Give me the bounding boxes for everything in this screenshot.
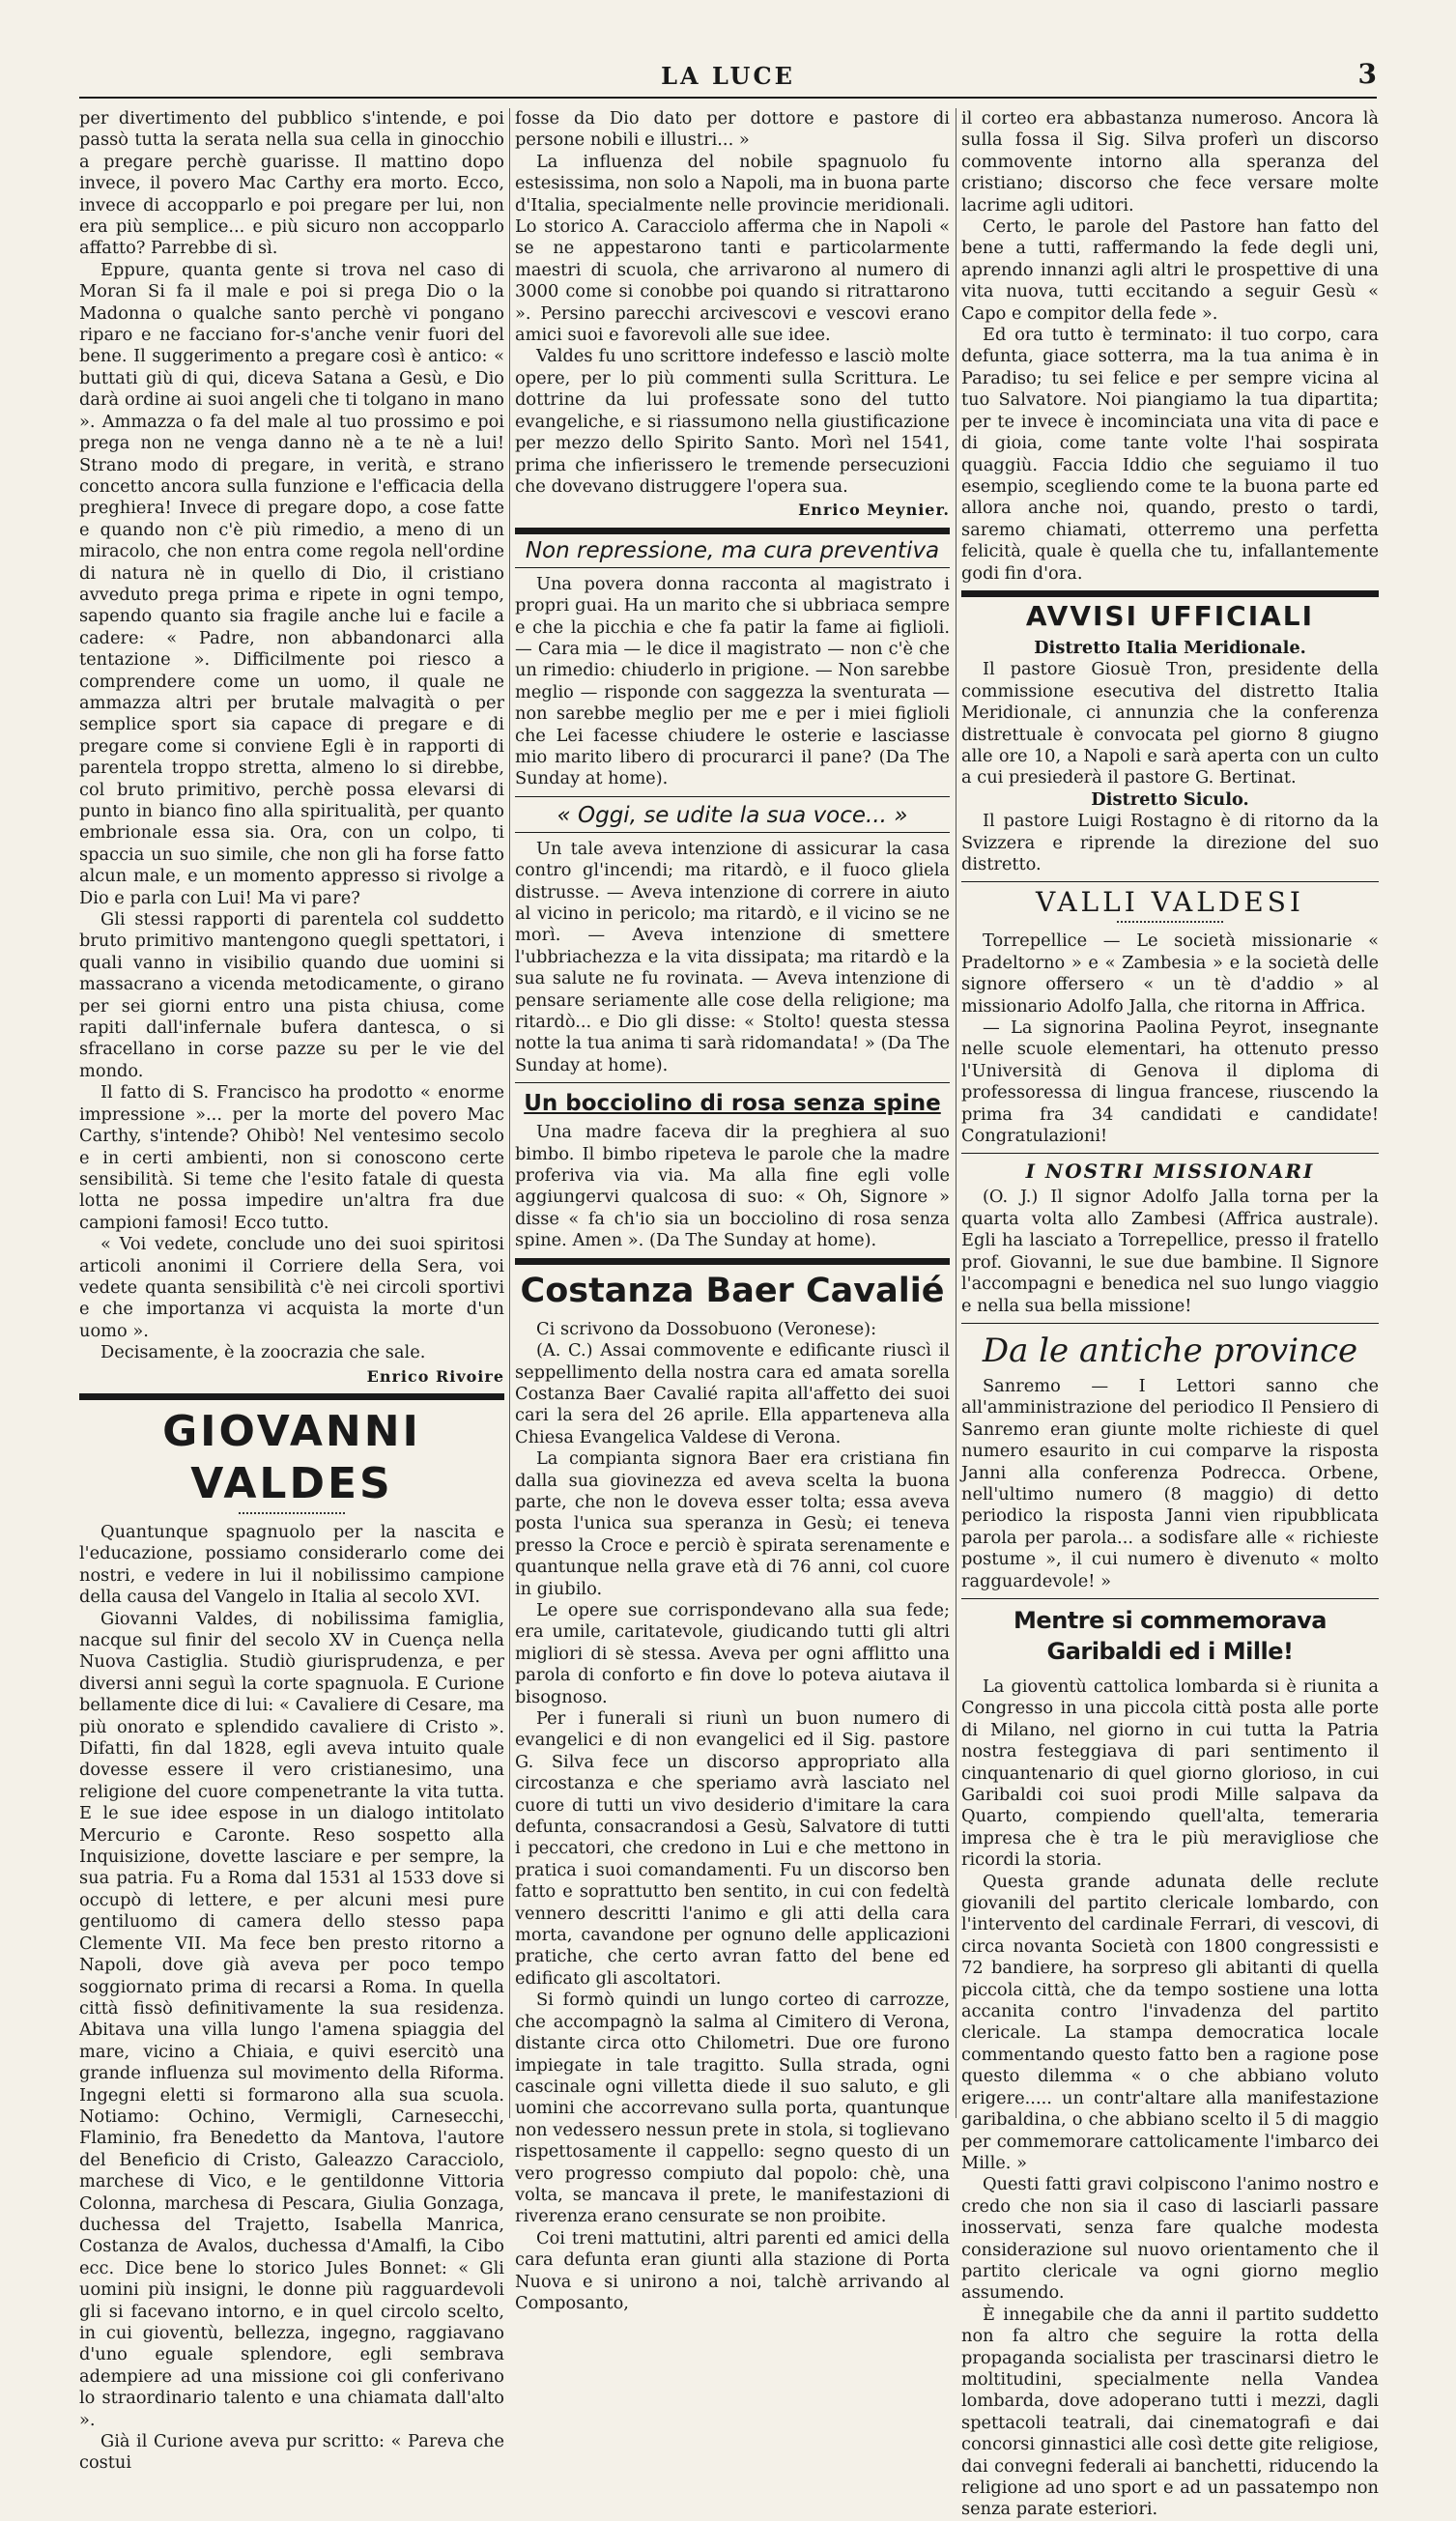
column-2 <box>515 108 950 2313</box>
heading-oggi-se-udite: « Oggi, se udite la sua voce... » <box>557 802 908 828</box>
section-rule <box>515 1258 950 1265</box>
article-paragraph: (O. J.) Il signor Adolfo Jalla torna per la quarta volta allo Zambesi (Affrica australe). Egli ha lasciato a Torrepellice, presso il fratello prof. Giovanni, le sue due bambine. Il Signore l'accompagni e benedica nel suo lungo viaggio e nella sua bella missione! <box>961 1187 1379 1316</box>
article-paragraph: Il pastore Giosuè Tron, presidente della commissione esecutiva del distretto Italia Meridionale, ci annunzia che la conferenza distrettuale è convocata pel giorno 8 giugno alle ore 10, a Napoli e sarà aperta con un culto a cui presiederà il pastore G. Bertinat. <box>961 659 1379 788</box>
article-paragraph: « Voi vedete, conclude uno dei suoi spiritosi articoli anonimi il Corriere della Sera, voi vedete quanta sensibilità c'è nei circoli sportivi e che importanza vi acquista la morte d'un uomo ». <box>79 1234 504 1341</box>
heading-costanza-baer: Costanza Baer Cavalié <box>520 1271 945 1310</box>
article-paragraph: Torrepellice — Le società missionarie « Pradeltorno » e « Zambesia » e la società delle signore offersero « un tè d'addio » al missionario Adolfo Jalla, che ritorna in Affrica. <box>961 931 1379 1017</box>
article-paragraph: Si formò quindi un lungo corteo di carrozze, che accompagnò la salma al Cimitero di Verona, distante circa otto Chilometri. Due ore furono impiegate in tale tragitto. Sulla strada, ogni cascinale ogni villetta diede il suo saluto, e gli uomini che accorrevano sulla porta, quantunque non vedessero nessun prete in stola, si toglievano rispettosamente il cappello: segno questo di un vero progresso compiuto dal popolo: chè, una volta, se mancava il prete, le manifestazioni di riverenza erano censurate se non proibite. <box>515 1990 950 2227</box>
article-paragraph: Sanremo — I Lettori sanno che all'amministrazione del periodico Il Pensiero di Sanremo eran giunte molte richieste di quel numero esaurito in cui comparve la risposta Janni alla conferenza Podrecca. Orbene, nell'ultimo numero (8 maggio) di detto periodico la risposta Janni vien ripubblicata parola per parola... a sodisfare alle « richieste postume », il cui numero è divenuto « molto ragguardevole! » <box>961 1375 1379 1591</box>
section-rule <box>515 832 950 833</box>
section-rule <box>515 796 950 797</box>
heading-avvisi-ufficiali: AVVISI UFFICIALI <box>1025 599 1315 632</box>
ornament-rule <box>1117 921 1223 923</box>
article-paragraph: La compianta signora Baer era cristiana fin dalla sua giovinezza ed aveva scelta la buona parte, che non le doveva esser tolta; essa aveva posta l'unica sua speranza in Gesù; ei teneva presso la Croce e perciò è spirata serenamente e quantunque nella grave età di 76 anni, col cuore in giubilo. <box>515 1448 950 1599</box>
article-paragraph: Giovanni Valdes, di nobilissima famiglia, nacque sul finir del secolo XV in Cuença nella Nuova Castiglia. Studiò giurisprudenza, e per diversi anni seguì la corte spagnuola. E Curione bellamente dice di lui: « Cavaliere di Cesare, ma più onorato e splendido cavaliere di Cristo ». Difatti, fin dal 1828, egli aveva intuito quale dovesse essere il vero cristianesimo, una religione del cuore compenetrante la vita tutta. E le sue idee espose in un dialogo intitolato Mercurio e Caronte. Reso sospetto alla Inquisizione, dovette lasciare e per sempre, la sua patria. Fu a Roma dal 1531 al 1533 dove si occupò di lettere, e per alcuni mesi pure gentiluomo di camera dello stesso papa Clemente VII. Ma fece ben presto ritorno a Napoli, dove già aveva per poco tempo soggiornato prima di recarsi a Roma. In quella città fissò definitivamente la sua residenza. Abitava una villa lungo l'amena spiaggia del mare, vicino a Chiaia, e quivi esercitò una grande influenza sul movimento della Riforma. Ingegni eletti si formarono alla sua scuola. Notiamo: Ochino, Vermigli, Carnesecchi, Flaminio, fra Benedetto da Mantova, l'autore del Beneficio di Cristo, Galeazzo Caracciolo, marchese di Vico, e le gentildonne Vittoria Colonna, marchesa di Pescara, Giulia Gonzaga, duchessa del Trajetto, Isabella Manrica, Costanza de Avalos, duchessa d'Amalfi, la Cibo ecc. Dice bene lo storico Jules Bonnet: « Gli uomini più insigni, le donne più ragguardevoli gli si facevano intorno, e in quel circolo scelto, in cui gioventù, bellezza, ingegno, raggiavano d'uno eguale splendore, egli sembrava adempiere ad una missione coi gli conferivano lo straordinario talento e una chiamata dall'alto ». <box>79 1608 504 2430</box>
heading-giovanni-valdes: GIOVANNI VALDES <box>162 1406 421 1508</box>
subheading-distretto-meridionale: Distretto Italia Meridionale. <box>1034 637 1306 658</box>
article-paragraph: Le opere sue corrispondevano alla sua fede; era umile, caritatevole, giudicando tutti gli altri migliori di sè stessa. Aveva per ogni afflitto una parola di conforto e fin dove lo poteva aiutava il bisognoso. <box>515 1599 950 1707</box>
article-paragraph: La influenza del nobile spagnuolo fu estesissima, non solo a Napoli, ma in buona parte d'Italia, specialmente nelle provincie meridionali. Lo storico A. Caracciolo afferma che in Napoli « se ne appestarono tanti e particolarmente maestri di scuola, che arrivarono al numero di 3000 come si conobbe poi quando si ritrattarono ». Persino parecchi arcivescovi e vescovi erano amici suoi e favorevoli alle sue idee. <box>515 151 950 346</box>
section-rule <box>961 881 1379 882</box>
article-paragraph: Questa grande adunata delle reclute giovanili del partito clericale lombardo, con l'intervento del cardinale Ferrari, di vescovi, di circa novanta Società con 1800 congressisti e 72 bandiere, ha sorpreso gli abitanti di quella piccola città, che da tempo sostiene una lotta accanita contro l'invadenza del partito clericale. La stampa democratica locale commentando questo fatto ben a ragione pose questo dilemma « o che abbiano voluto erigere..... un contr'altare alla manifestazione garibaldina, o che abbiano scelto il 5 di maggio per commemorare cattolicamente l'imbarco dei Mille. » <box>961 1871 1379 2173</box>
section-rule <box>79 1393 504 1400</box>
masthead <box>79 58 1377 99</box>
article-paragraph: Questi fatti gravi colpiscono l'animo nostro e credo che non sia il caso di lasciarli passare inosservati, senza fare qualche modesta considerazione sul nuovo orientamento che il partito clericale va ogni giorno meglio assumendo. <box>961 2174 1379 2304</box>
article-paragraph: Quantunque spagnuolo per la nascita e l'educazione, possiamo considerarlo come dei nostri, e vedere in lui il nobilissimo campione della causa del Vangelo in Italia al secolo XVI. <box>79 1521 504 1608</box>
author-signature: Enrico Rivoire <box>366 1366 504 1386</box>
article-paragraph: È innegabile che da anni il partito suddetto non fa altro che seguire la rotta della propaganda socialista per trascinarsi dietro le moltitudini, specialmente nella Vandea lombarda, dove adoperano tutti i mezzi, dagli spettacoli teatrali, dai cinematografi e dai concorsi ginnastici alle così dette gite religiose, dai convegni federali ai banchetti, riducendo la religione ad uno sport e ad un passatempo non senza parate esteriori. <box>961 2304 1379 2520</box>
article-paragraph: Una madre faceva dir la preghiera al suo bimbo. Il bimbo ripeteva le parole che la madre proferiva via via. Ma alla fine egli volle aggiungervi qualcosa di suo: « Oh, Signore » disse « fa ch'io sia un bocciolino di rosa senza spine. Amen ». (Da The Sunday at home). <box>515 1122 950 1251</box>
author-signature: Enrico Meynier. <box>798 501 950 520</box>
section-rule <box>515 1082 950 1083</box>
section-rule <box>961 1323 1379 1324</box>
article-paragraph: Eppure, quanta gente si trova nel caso di Moran Si fa il male e poi si prega Dio o la Madonna o qualche santo perchè vi pongano riparo e ne facciano for-s'anche venir fuori del bene. Il suggerimento a pregare così è antico: « buttati giù di qui, diceva Satana a Gesù, e Dio darà ordine ai suoi angeli che ti tolgano in mano ». Ammazza o fa del male al tuo prossimo e poi prega non ne venga danno nè a te nè a lui! Strano modo di pregare, in verità, e strano concetto ancora sulla funzione e l'efficacia della preghiera! Invece di pregare dopo, a cose fatte e quando non c'è più rimedio, a meno di un miracolo, che non entra come regola nell'ordine di natura nè in quello di Dio, il cristiano avveduto prega prima e ripete in ogni tempo, sapendo quanto sia fragile anche lui e facile a cadere: « Padre, non abbandonarci alla tentazione ». Difficilmente poi riesco a comprendere come un uomo, il quale ne ammazza altri per brutale malvagità o per semplice sport sia capace di pregare e di pregare come si conviene Egli è in rapporti di parentela troppo stretta, almeno lo si direbbe, col bruto primitivo, perchè possa elevarsi di punto in bianco fino alla spiritualità, per quanto embrionale essa sia. Ora, con un colpo, ti spaccia un suo simile, che non gli ha forse fatto alcun male, e un momento appresso si rivolge a Dio e parla con Lui! Ma vi pare? <box>79 259 504 908</box>
column-rule-1 <box>509 108 510 2118</box>
article-paragraph: (A. C.) Assai commovente e edificante riuscì il seppellimento della nostra cara ed amata sorella Costanza Baer Cavalié rapita all'affetto dei suoi cari la sera del 26 aprile. Ella apparteneva alla Chiesa Evangelica Valdese di Verona. <box>515 1340 950 1447</box>
heading-antiche-province: Da le antiche province <box>982 1331 1358 1370</box>
article-paragraph: Ed ora tutto è terminato: il tuo corpo, cara defunta, giace sotterra, ma la tua anima è in Paradiso; tu sei felice e per sempre vicina al tuo Salvatore. Noi piangiamo la tua dipartita; per te invece è incominciata una vita di pace e di gioia, come tante volte l'hai sospirata quaggiù. Faccia Iddio che seguiamo il tuo esempio, scegliendo come te la buona parte ed allora anche noi, quando, presto o tardi, saremo chiamati, otterremo una perfetta felicità, quale è quella che tu, infallantemente godi fin d'ora. <box>961 325 1379 584</box>
article-paragraph: Il fatto di S. Francisco ha prodotto « enorme impressione »... per la morte del povero Mac Carthy, s'intende? Ohibò! Nel ventesimo secolo e in certi ambienti, non si conoscono certe sensibilità. Si teme che l'esito fatale di questa lotta ne possa impedire un'altra fra due campioni famosi! Ecco tutto. <box>79 1082 504 1233</box>
ornament-rule <box>239 1512 345 1514</box>
heading-nostri-missionari: I NOSTRI MISSIONARI <box>1025 1160 1315 1184</box>
article-paragraph: Certo, le parole del Pastore han fatto del bene a tutti, raffermando la fede degli uni, aprendo innanzi agli altri le prospettive di una vita nuova, tutti eccitando a seguir Gesù « Capo e compitor della fede ». <box>961 216 1379 324</box>
subheading-distretto-siculo: Distretto Siculo. <box>1091 788 1249 810</box>
article-paragraph: La gioventù cattolica lombarda si è riunita a Congresso in una piccola città posta alle porte di Milano, nel giorno in cui tutta la Patria nostra festeggiava di pari sentimento il cinquantenario di quel giorno glorioso, in cui Garibaldi coi suoi prodi Mille salpava da Quarto, compiendo quell'alta, temeraria impresa che è tra le più meravigliose che ricordi la storia. <box>961 1676 1379 1871</box>
column-3 <box>961 108 1379 2520</box>
heading-valli-valdesi: VALLI VALDESI <box>1036 886 1304 919</box>
section-rule <box>515 528 950 534</box>
article-paragraph: Per i funerali si riunì un buon numero di evangelici e di non evangelici ed il Sig. pastore G. Silva fece un discorso appropriato alla circostanza e che speriamo avrà lasciato nel cuore di tutti un vivo desiderio d'imitare la cara defunta, consacrandosi a Gesù, Salvatore di tutti i peccatori, che credono in Lui e che mettono in pratica i suoi comandamenti. Fu un discorso ben fatto e soprattutto ben sentito, in cui con fedeltà vennero descritti l'animo e gli atti della cara morta, cavandone per ognuno delle applicazioni pratiche, che certo avran fatto del bene ed edificato gli ascoltatori. <box>515 1708 950 1989</box>
article-paragraph: Già il Curione aveva pur scritto: « Pareva che costui <box>79 2431 504 2474</box>
article-paragraph: fosse da Dio dato per dottore e pastore di persone nobili e illustri... » <box>515 108 950 151</box>
column-1 <box>79 108 504 2474</box>
article-paragraph: — La signorina Paolina Peyrot, insegnante nelle scuole elementari, ha ottenuto presso l'Università di Genova il diploma di professoressa di lingua francese, riuscendo la prima fra 34 candidati e candidate! Congratulazioni! <box>961 1017 1379 1147</box>
article-paragraph: Decisamente, è la zoocrazia che sale. <box>100 1342 426 1363</box>
section-rule <box>961 590 1379 597</box>
article-paragraph: Valdes fu uno scrittore indefesso e lasciò molte opere, per lo più commenti sulla Scrittura. Le dottrine da lui professate sono del tutto evangeliche, e si riassumono nella giustificazione per mezzo dello Spirito Santo. Morì nel 1541, prima che infierissero le tremende persecuzioni che dovevano distruggere l'opera sua. <box>515 346 950 497</box>
article-paragraph: il corteo era abbastanza numeroso. Ancora là sulla fossa il Sig. Silva proferì un discorso commovente intorno alla speranza del cristiano; discorso che fece versare molte lacrime agli uditori. <box>961 108 1379 215</box>
article-paragraph: Un tale aveva intenzione di assicurar la casa contro gl'incendi; ma ritardò, e il fuoco gliela distrusse. — Aveva intenzione di correre in aiuto al vicino in pericolo; ma ritardò, e il vicino se ne morì. — Aveva intenzione di smettere l'ubbriachezza e la vita dissipata; ma ritardò e la sua salute ne fu rovinata. — Aveva intenzione di pensare seriamente alle cose della religione; ma ritardò... e Dio gli disse: « Stolto! questa stessa notte la tua anima ti sarà ridomandata! » (Da The Sunday at home). <box>515 838 950 1075</box>
newspaper-title: LA LUCE <box>661 62 795 90</box>
heading-non-repressione: Non repressione, ma cura preventiva <box>525 537 940 563</box>
article-paragraph: Il pastore Luigi Rostagno è di ritorno da la Svizzera e riprende la direzione del suo distretto. <box>961 811 1379 874</box>
page-number: 3 <box>1357 58 1377 90</box>
section-rule <box>961 1153 1379 1154</box>
article-paragraph: Ci scrivono da Dossobuono (Veronese): <box>536 1318 877 1339</box>
article-paragraph: Coi treni mattutini, altri parenti ed amici della cara defunta eran giunti alla stazione di Porta Nuova e si unirono a noi, talchè arrivando al Composanto, <box>515 2227 950 2313</box>
article-paragraph: per divertimento del pubblico s'intende, e poi passò tutta la serata nella sua cella in ginocchio a pregare perchè guarisse. Il mattino dopo invece, il povero Mac Carthy era morto. Ecco, invece di accopparlo e poi pregare per lui, non era più semplice... e più sicuro non accopparlo affatto? Parrebbe di sì. <box>79 108 504 259</box>
article-paragraph: Una povera donna racconta al magistrato i propri guai. Ha un marito che si ubbriaca sempre e che la picchia e che fa patir la fame ai figlioli. — Cara mia — le dice il magistrato — non c'è che un rimedio: chiuderlo in prigione. — Non sarebbe meglio — risponde con saggezza la sventurata — non sarebbe meglio per me e per i miei figlioli che Lei facesse chiudere le osterie e lasciasse mio marito libero di procurarci il pane? (Da The Sunday at home). <box>515 573 950 789</box>
section-rule <box>961 1598 1379 1599</box>
article-paragraph: Gli stessi rapporti di parentela col suddetto bruto primitivo mantengono quegli spettatori, i quali vanno in visibilio quando due uomini si massacrano a vicenda metodicamente, o girano per sei giorni entro una pista chiusa, come rapiti dall'infernale bufera dantesca, o si sfracellano in corse pazze su per le vie del mondo. <box>79 909 504 1081</box>
section-rule <box>515 567 950 568</box>
heading-garibaldi: Mentre si commemorava Garibaldi ed i Mille! <box>1013 1606 1327 1665</box>
heading-bocciolino: Un bocciolino di rosa senza spine <box>524 1091 941 1117</box>
